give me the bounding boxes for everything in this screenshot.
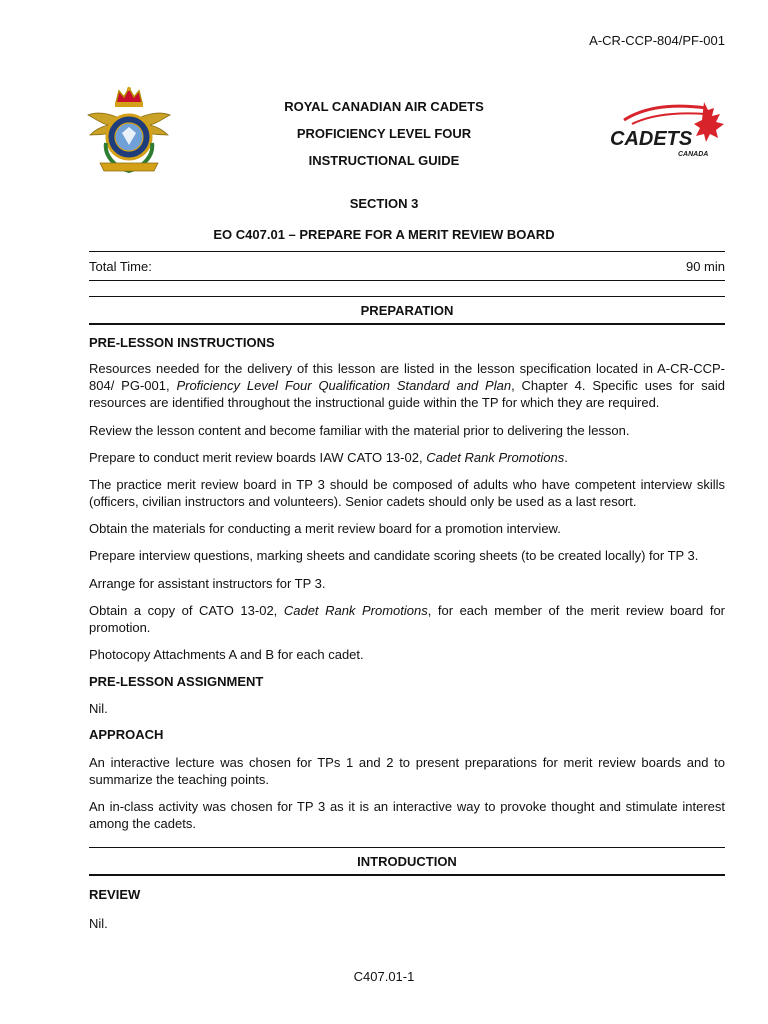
level-title: PROFICIENCY LEVEL FOUR (296, 126, 472, 141)
approach-paragraph-2: An in-class activity was chosen for TP 3 as it is an interactive way to provoke thought and stimulate interest among the cadets. (89, 799, 725, 831)
logo-subtext: CANADA (678, 151, 709, 158)
approach-heading: APPROACH (89, 727, 164, 742)
pre-lesson-assignment-text: Nil. (89, 701, 108, 716)
divider (89, 323, 725, 325)
section-title: SECTION 3 (349, 196, 419, 211)
page-number: C407.01-1 (353, 969, 415, 984)
review-section (89, 886, 725, 903)
cadets-canada-logo (606, 100, 730, 160)
approach-section (89, 726, 725, 743)
divider (89, 874, 725, 876)
materials-paragraph: Obtain the materials for conducting a merit review board for a promotion interview. (89, 521, 561, 536)
eo-title: EO C407.01 – PREPARE FOR A MERIT REVIEW BOARD (213, 227, 555, 242)
total-time-row (89, 259, 725, 274)
pre-lesson-assignment-heading: PRE-LESSON ASSIGNMENT (89, 674, 264, 689)
organization-title: ROYAL CANADIAN AIR CADETS (284, 99, 484, 114)
document-number: A-CR-CCP-804/PF-001 (589, 33, 725, 48)
resources-paragraph: Resources needed for the delivery of this lesson are listed in the lesson specification located in A-CR-CCP-804/ PG-001, Proficiency Level Four Qualification Standard and Plan, Chapter 4. Specific uses for said resources are identified throughout the instructional guide within the TP for which they are required. (89, 361, 725, 410)
logo-text: CADETS (610, 128, 693, 150)
review-content-paragraph: Review the lesson content and become familiar with the material prior to delivering the lesson. (89, 423, 630, 438)
divider (89, 847, 725, 848)
pre-lesson-assignment-section (89, 673, 725, 690)
introduction-banner: INTRODUCTION (357, 854, 457, 869)
approach-paragraph-1: An interactive lecture was chosen for TPs 1 and 2 to present preparations for merit review boards and to summarize the teaching points. (89, 755, 725, 787)
questions-paragraph: Prepare interview questions, marking sheets and candidate scoring sheets (to be created locally) for TP 3. (89, 548, 699, 563)
pre-lesson-instructions-section (89, 334, 725, 351)
pre-lesson-instructions-heading: PRE-LESSON INSTRUCTIONS (89, 335, 275, 350)
divider (89, 280, 725, 281)
review-text: Nil. (89, 916, 108, 931)
divider (89, 251, 725, 252)
total-time-label: Total Time: (89, 259, 152, 274)
divider (89, 296, 725, 297)
total-time-value: 90 min (685, 259, 725, 274)
guide-title: INSTRUCTIONAL GUIDE (308, 153, 460, 168)
merit-boards-paragraph: Prepare to conduct merit review boards IAW CATO 13-02, Cadet Rank Promotions. (89, 450, 568, 465)
cato-copy-paragraph: Obtain a copy of CATO 13-02, Cadet Rank Promotions, for each member of the merit review board for promotion. (89, 603, 726, 635)
review-heading: REVIEW (89, 887, 141, 902)
photocopy-paragraph: Photocopy Attachments A and B for each cadet. (89, 647, 364, 662)
preparation-banner: PREPARATION (360, 303, 454, 318)
assistant-paragraph: Arrange for assistant instructors for TP 3. (89, 576, 326, 591)
practice-board-paragraph: The practice merit review board in TP 3 should be composed of adults who have competent interview skills (officers, civilian instructors and volunteers). Senior cadets should only be used as a last resort. (89, 477, 725, 509)
